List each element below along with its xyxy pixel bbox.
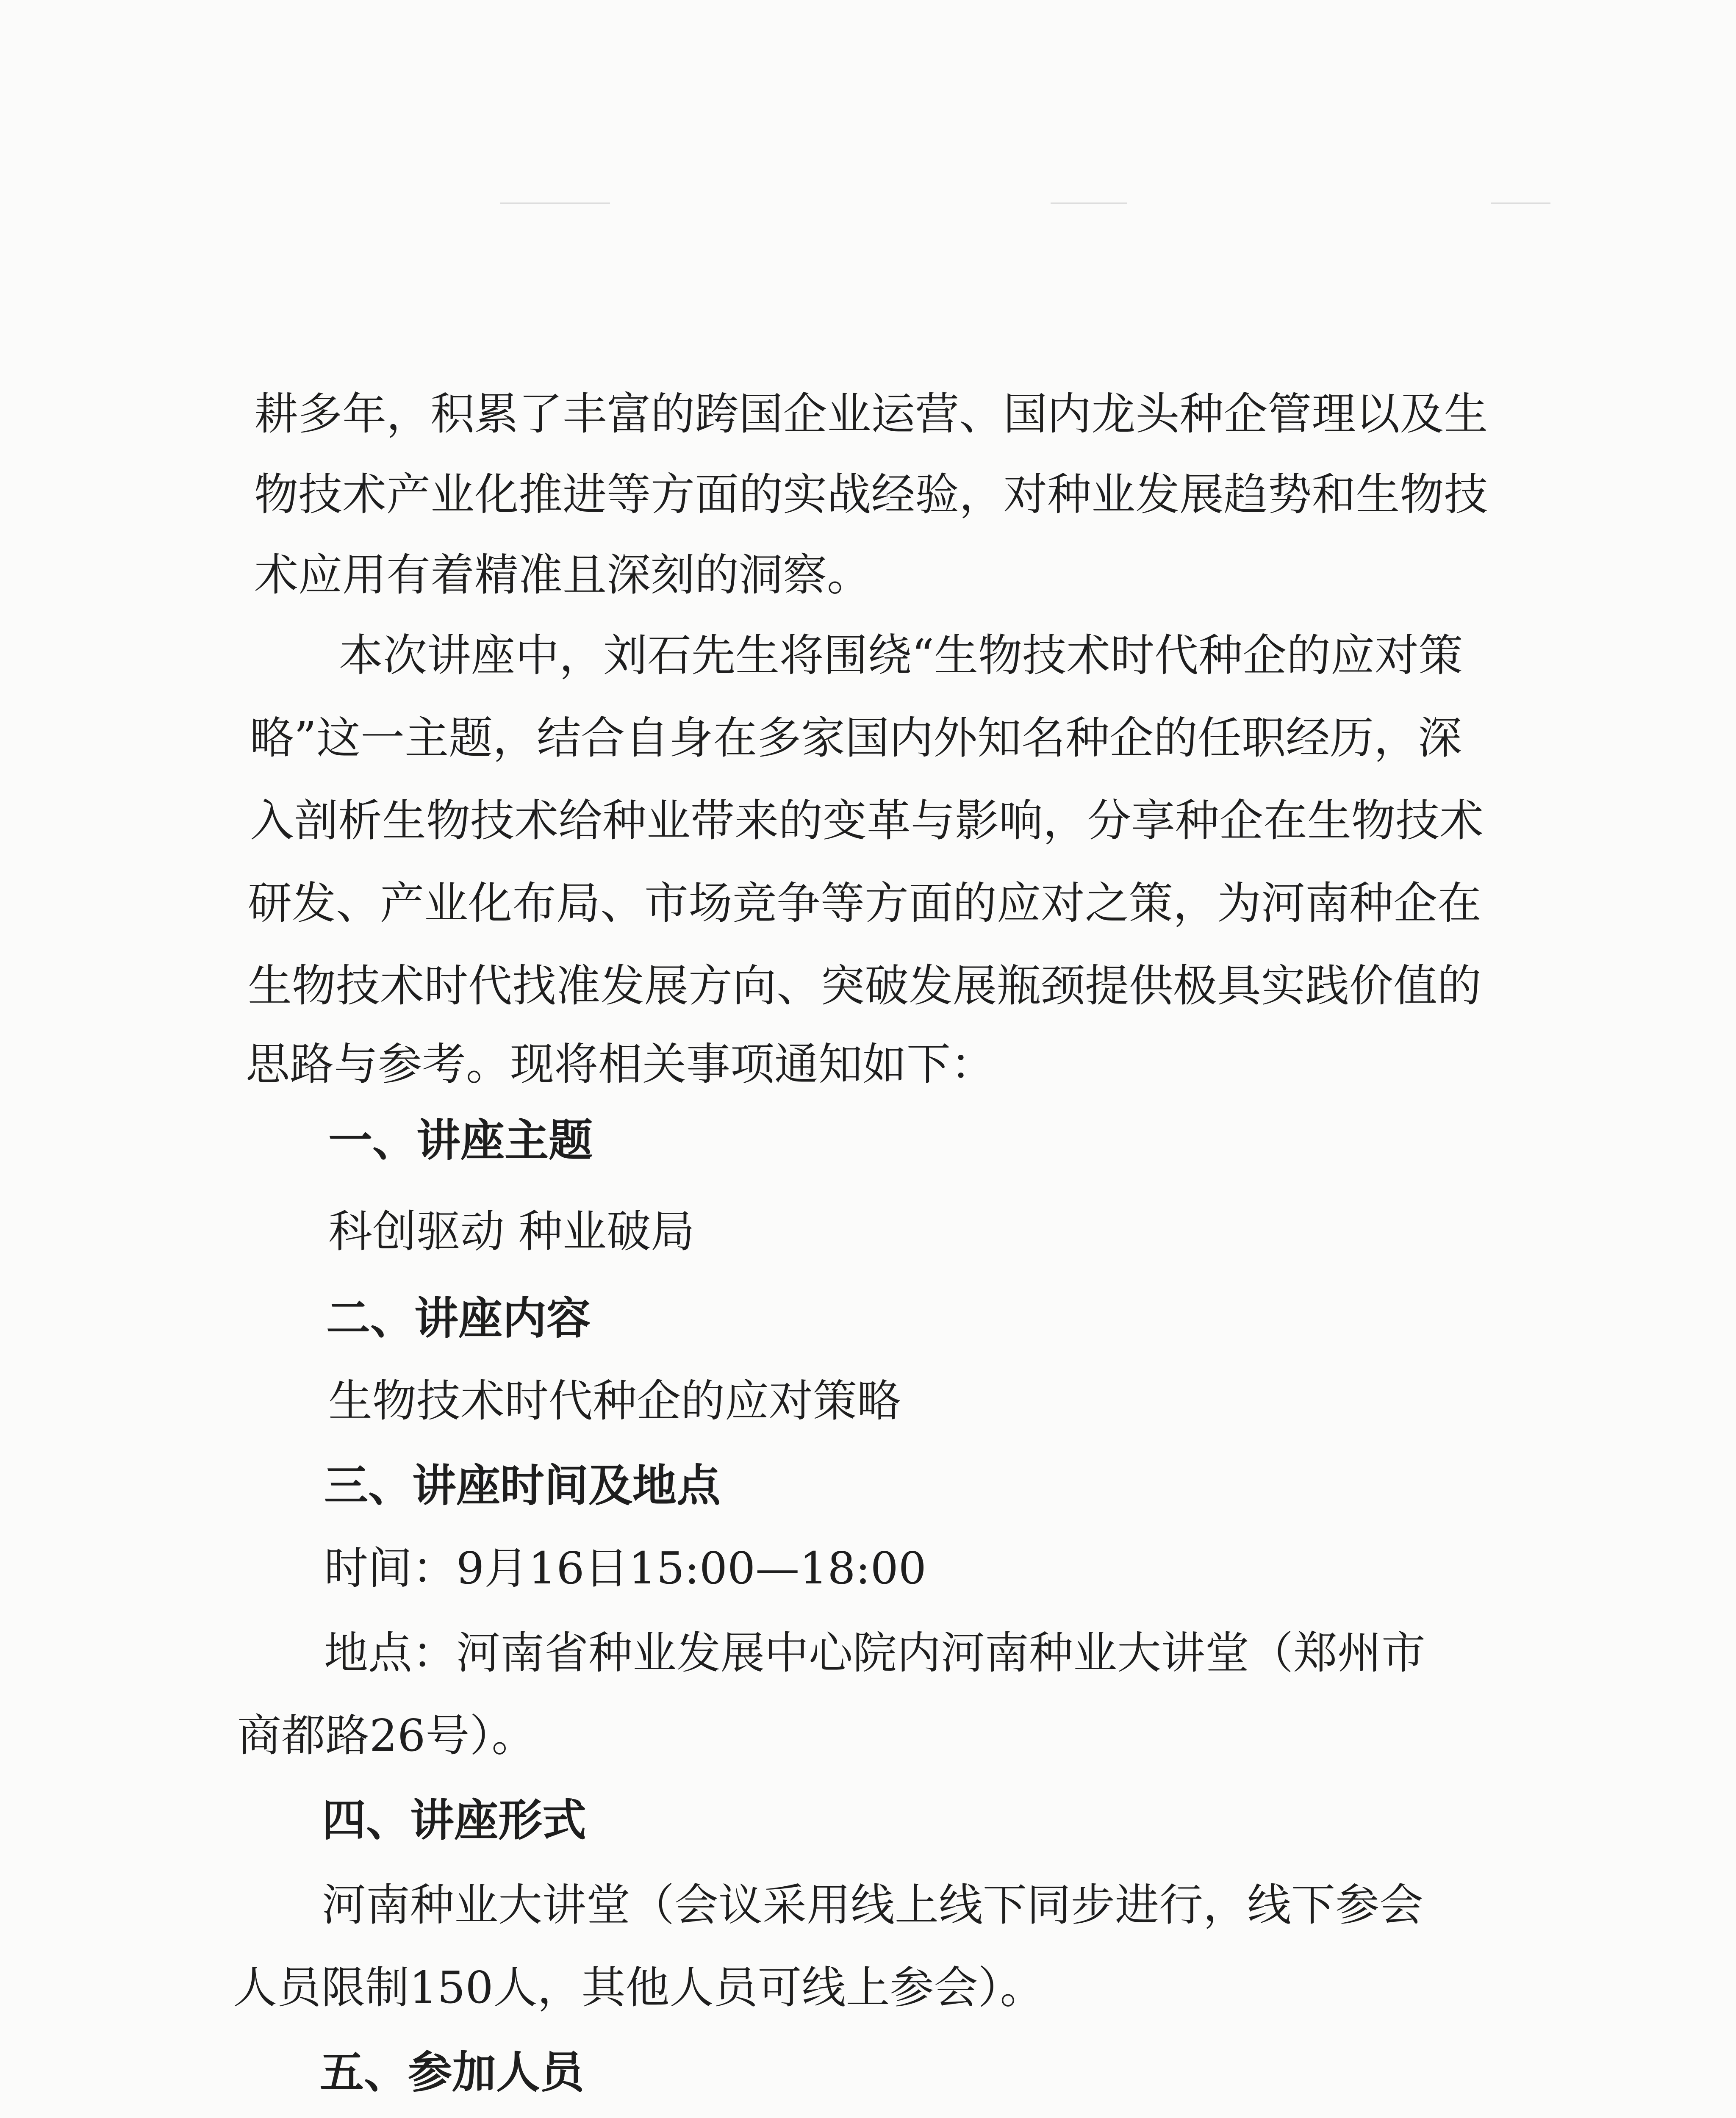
scan-artifact bbox=[1051, 202, 1127, 204]
section-body-time: 时间：9月16日15:00—18:00 bbox=[324, 1542, 926, 1594]
scan-artifact bbox=[500, 202, 610, 204]
section-body-content: 生物技术时代种企的应对策略 bbox=[328, 1375, 901, 1427]
section-heading-attendees: 五、参加人员 bbox=[320, 2046, 585, 2098]
section-body-format-cont: 人员限制150人，其他人员可线上参会）。 bbox=[233, 1962, 1044, 2013]
section-heading-format: 四、讲座形式 bbox=[322, 1794, 587, 1846]
body-line: 入剖析生物技术给种业带来的变革与影响，分享种企在生物技术 bbox=[250, 795, 1484, 846]
body-line: 略”这一主题，结合自身在多家国内外知名种企的任职经历，深 bbox=[250, 712, 1462, 764]
section-body-topic: 科创驱动 种业破局 bbox=[328, 1206, 695, 1257]
section-heading-content: 二、讲座内容 bbox=[326, 1292, 591, 1344]
section-body-place: 地点：河南省种业发展中心院内河南种业大讲堂（郑州市 bbox=[324, 1627, 1426, 1679]
section-body-format: 河南种业大讲堂（会议采用线上线下同步进行，线下参会 bbox=[322, 1879, 1424, 1931]
body-line: 思路与参考。现将相关事项通知如下： bbox=[246, 1038, 995, 1090]
body-line: 物 技 术 产 业 化 推 进 等 方 面 的 实 战 经 验 ， 对 种 业 发 展 趋 势 和 生 物 技 bbox=[254, 469, 1488, 520]
body-line: 研发、产业化布局、市场竞争等方面的应对之策，为河南种企在 bbox=[248, 877, 1482, 929]
scan-artifact bbox=[1491, 202, 1550, 204]
section-heading-topic: 一、讲座主题 bbox=[328, 1114, 593, 1166]
body-line: 生物技术时代找准发展方向、突破发展瓶颈提供极具实践价值的 bbox=[248, 960, 1482, 1012]
section-body-place-cont: 商都路26号）。 bbox=[237, 1710, 536, 1761]
body-line: 耕 多 年 ， 积 累 了 丰 富 的 跨 国 企 业 运 营 、 国 内 龙 头 种 企 管 理 以 及 生 bbox=[254, 388, 1488, 440]
section-heading-time-place: 三、讲座时间及地点 bbox=[324, 1460, 721, 1511]
body-line: 术应用有着精准且深刻的洞察。 bbox=[254, 549, 871, 601]
body-line: 本次讲座中，刘石先生将围绕“生物技术时代种企的应对策 bbox=[339, 629, 1463, 681]
